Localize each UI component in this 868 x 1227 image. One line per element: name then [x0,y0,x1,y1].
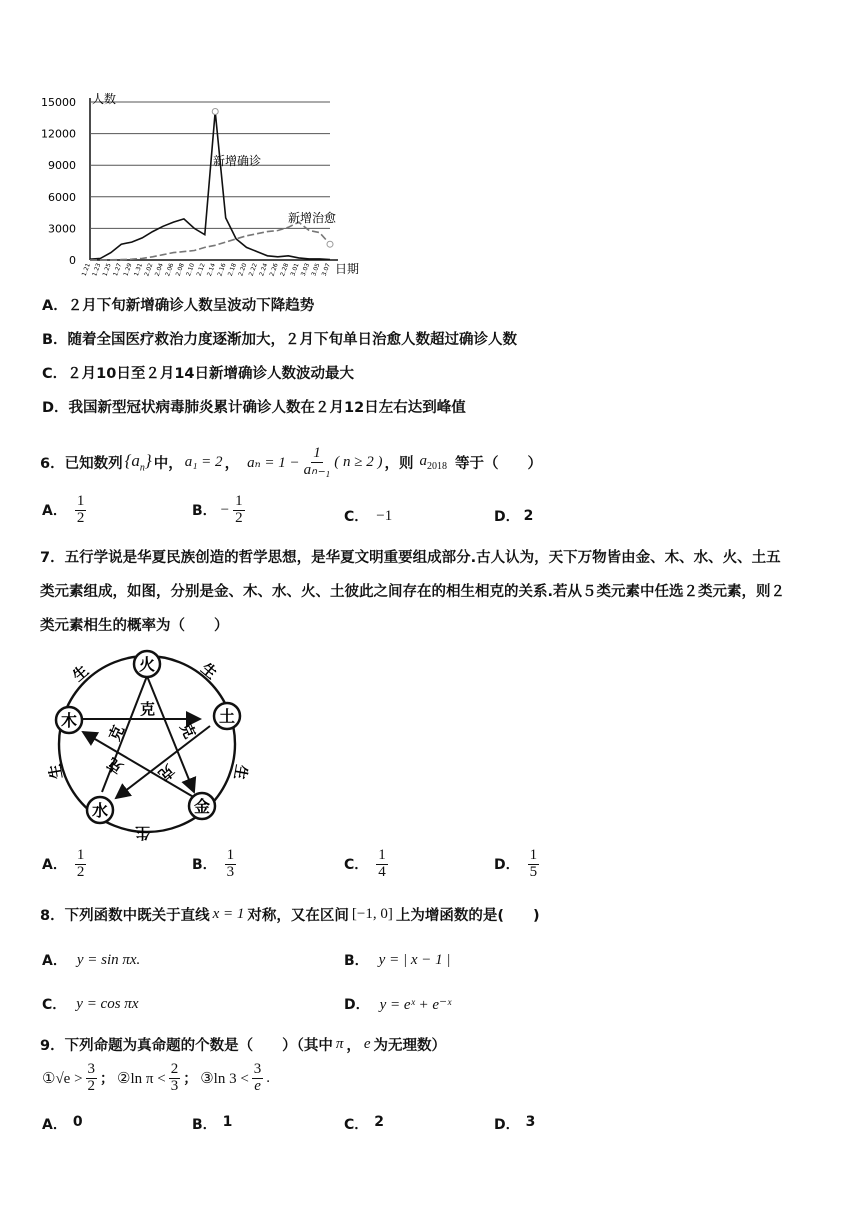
x-tick-label: 1.23 [91,262,103,278]
sheng-label: 生 [69,661,93,686]
q6-option-b: B． − $\frac{1}{2}$ [192,493,243,526]
sheng-label: 生 [230,763,251,782]
x-tick-label: 2.08 [174,262,186,278]
x-tick-label: 2.04 [153,262,165,278]
y-tick-label: 6000 [48,190,76,204]
ke-label: 克 [154,760,178,785]
y-axis-label: 人数 [92,92,117,106]
x-tick-label: 2.14 [205,262,218,278]
x-tick-label: 2.22 [247,262,259,278]
sheng-label: 生 [45,762,66,781]
sheng-label: 生 [134,824,150,842]
x-tick-label: 1.25 [101,262,113,278]
q8-option-a: A． y = sin πx. [42,951,141,969]
x-tick-label: 2.26 [268,262,280,278]
x-tick-label: 2.10 [185,262,197,278]
x-axis-label: 日期 [335,262,360,276]
x-tick-label: 3.03 [299,262,312,278]
ke-label: 克 [103,754,127,778]
q8-stem: 8．下列函数中既关于直线 x = 1 对称，又在区间 [−1, 0] 上为增函数的是( ) [40,906,540,924]
q9-option-d: D． 3 [494,1114,536,1133]
q5-option-c: C．２月10日至２月14日新增确诊人数波动最大 [42,366,354,382]
q7-option-b: B． $\frac{1}{3}$ [192,847,235,880]
x-tick-label: 2.18 [226,262,238,278]
ke-arrow [116,726,210,798]
q5-option-a: A．２月下旬新增确诊人数呈波动下降趋势 [42,298,315,314]
q7-line-1: 7．五行学说是华夏民族创造的哲学思想，是华夏文明重要组成部分.古人认为，天下万物皆由金、木、水、火、土五 [40,550,781,566]
sheng-label: 生 [197,659,221,683]
ke-label: 克 [176,720,200,742]
x-tick-label: 3.05 [310,262,322,278]
q5-option-b: B．随着全国医疗救治力度逐渐加大，２月下旬单日治愈人数超过确诊人数 [42,332,518,348]
x-tick-label: 2.06 [164,262,176,278]
node-water-label: 水 [91,801,109,820]
node-earth-label: 土 [218,707,236,726]
node-metal-label: 金 [193,797,211,816]
y-tick-label: 12000 [41,127,76,141]
q5-option-d: D．我国新型冠状病毒肺炎累计确诊人数在２月12日左右达到峰值 [42,400,466,416]
epidemic-line-chart [30,86,360,282]
q8-option-b: B． y = | x − 1 | [344,951,451,969]
x-tick-label: 2.20 [237,262,249,278]
x-tick-label: 3.07 [320,262,332,278]
node-wood-label: 木 [60,711,78,730]
x-tick-label: 1.27 [112,262,124,278]
x-tick-label: 1.21 [80,262,92,278]
x-tick-label: 2.02 [143,262,155,278]
y-tick-label: 3000 [48,222,76,236]
x-tick-label: 1.31 [132,262,145,278]
series-label-cured: 新增治愈 [288,211,337,225]
q7-line-2: 类元素组成，如图，分别是金、木、水、火、土彼此之间存在的相生相克的关系.若从５类元素中任选２类元素，则２ [40,584,786,600]
x-tick-label: 1.29 [122,262,134,278]
y-tick-label: 15000 [41,96,76,109]
q7-option-a: A． $\frac{1}{2}$ [42,847,85,880]
q9-option-b: B． 1 [192,1114,233,1133]
ke-label: 克 [140,700,156,718]
q8-option-c: C． y = cos πx [42,995,139,1013]
y-tick-label: 9000 [48,159,76,173]
x-tick-label: 3.01 [289,262,301,278]
q7-line-3: 类元素相生的概率为（ ） [40,618,229,634]
x-tick-label: 2.12 [195,262,207,278]
q6-stem: 6．已知数列 $\{a_n\}$ 中， a₁ = 2 ， aₙ = 1 − $\frac{1}{\text{aₙ₋₁}}$ ( n ≥ 2 ) ，则 $a_{2018}$ 等于（ ） [40,444,542,478]
series-label-confirmed: 新增确诊 [213,154,262,168]
peak-marker [212,108,218,114]
x-tick-label: 2.16 [216,262,228,278]
q6-option-c: C． −1 [344,507,393,525]
q9-option-a: A． 0 [42,1114,83,1133]
q9-option-c: C． 2 [344,1114,385,1133]
q9-stem: 9．下列命题为真命题的个数是（ ）（其中 π ， e 为无理数） [40,1036,447,1054]
series-line-cured [90,222,330,260]
q6-option-d: D． 2 [494,508,534,525]
node-fire-label: 火 [138,655,156,674]
q8-option-d: D． y = eˣ + e⁻ˣ [344,996,452,1013]
ke-label: 克 [105,722,128,744]
q9-propositions: ①√e > $\frac{3}{2}$ ； ②ln π < $\frac{2}{3}$ ； ③ln 3 < $\frac{3}{e}$ . [42,1061,271,1094]
end-marker [327,241,333,247]
q7-option-d: D． $\frac{1}{5}$ [494,847,538,880]
five-elements-diagram [40,644,260,844]
q6-option-a: A． $\frac{1}{2}$ [42,493,85,526]
q7-option-c: C． $\frac{1}{4}$ [344,847,386,880]
x-tick-label: 2.28 [278,262,291,278]
x-tick-label: 2.24 [258,262,270,278]
y-tick-label: 0 [69,254,76,267]
